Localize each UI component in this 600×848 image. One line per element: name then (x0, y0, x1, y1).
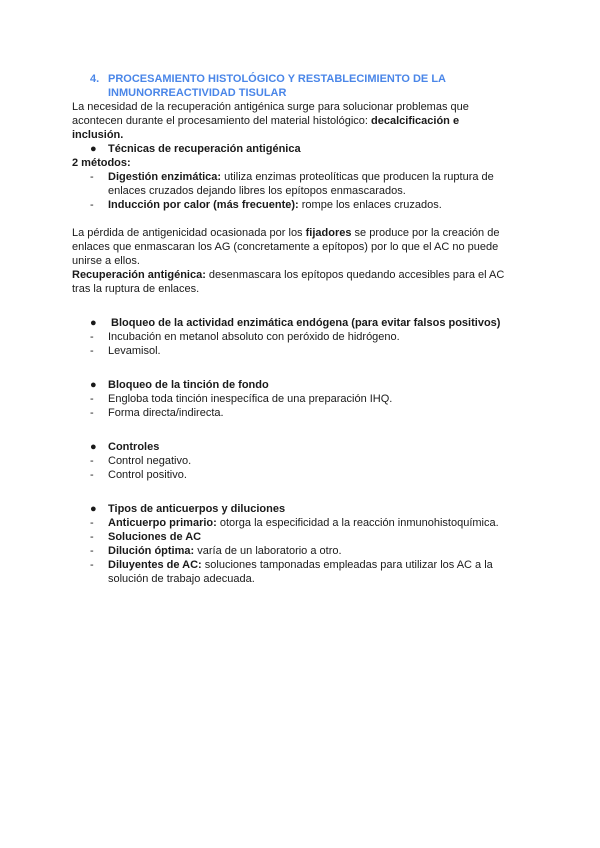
bullet-icon: ● (90, 441, 97, 453)
dash-marker: - (90, 517, 94, 529)
list-item: - Forma directa/indirecta. (72, 406, 512, 420)
bullet-title-text: Técnicas de recuperación antigénica (108, 143, 301, 155)
dash-marker: - (90, 407, 94, 419)
bullet-controles (90, 440, 512, 454)
list-item: - Engloba toda tinción inespecífica de una preparación IHQ. (72, 392, 512, 406)
section-heading (90, 72, 512, 100)
dash-marker: - (90, 199, 94, 211)
bullet-icon: ● (90, 503, 97, 515)
heading-number: 4. (90, 73, 100, 85)
list-item: - Levamisol. (72, 344, 512, 358)
dash-marker: - (90, 345, 94, 357)
list-item: - Soluciones de AC (72, 530, 512, 544)
bullet-icon: ● (90, 143, 97, 155)
bullet-bloqueo-enzimatica (90, 316, 512, 330)
list-item: - Anticuerpo primario: otorga la especificidad a la reacción inmunohistoquímica. (72, 516, 512, 530)
list-item: - Incubación en metanol absoluto con peróxido de hidrógeno. (72, 330, 512, 344)
bullet-tipos-anticuerpos (90, 502, 512, 516)
bullet-title-text: Tipos de anticuerpos y diluciones (108, 503, 286, 515)
list-item: - Dilución óptima: varía de un laboratorio a otro. (72, 544, 512, 558)
fijadores-paragraph: La pérdida de antigenicidad ocasionada por los fijadores se produce por la creación de enlaces que enmascaran los AG (concretamente a epítopos) por lo que el AC no puede unirse a ellos. (72, 227, 500, 267)
bullet-icon: ● (90, 317, 97, 329)
bullet-icon: ● (90, 379, 97, 391)
dash-marker: - (90, 393, 94, 405)
list-item: - Diluyentes de AC: soluciones tamponadas empleadas para utilizar los AC a la solución de trabajo adecuada. (72, 558, 512, 586)
dash-marker: - (90, 545, 94, 557)
bullet-title-text: Controles (108, 441, 160, 453)
list-item: - Control negativo. (72, 454, 512, 468)
dash-marker: - (90, 455, 94, 467)
bullet-bloqueo-fondo (90, 378, 512, 392)
bullet-title-text: Bloqueo de la tinción de fondo (108, 379, 269, 391)
list-item: - Digestión enzimática: utiliza enzimas proteolíticas que producen la ruptura de enlaces cruzados dejando libres los epítopos enmascarados. (72, 170, 512, 198)
dash-marker: - (90, 331, 94, 343)
dash-marker: - (90, 531, 94, 543)
methods-label: 2 métodos: (72, 157, 131, 169)
list-item: - Inducción por calor (más frecuente): rompe los enlaces cruzados. (72, 198, 512, 212)
dash-marker: - (90, 559, 94, 571)
intro-paragraph: La necesidad de la recuperación antigénica surge para solucionar problemas que acontecen durante el procesamiento del material histológico: decalcificación e inclusión. (72, 101, 469, 141)
dash-marker: - (90, 469, 94, 481)
bullet-title-text: Bloqueo de la actividad enzimática endógena (para evitar falsos positivos) (108, 317, 501, 329)
recuperacion-paragraph: Recuperación antigénica: desenmascara los epítopos quedando accesibles para el AC tras la ruptura de enlaces. (72, 269, 505, 295)
dash-marker: - (90, 171, 94, 183)
heading-title: PROCESAMIENTO HISTOLÓGICO Y RESTABLECIMIENTO DE LA INMUNORREACTIVIDAD TISULAR (108, 73, 446, 99)
list-item: - Control positivo. (72, 468, 512, 482)
bullet-tecnicas (90, 142, 512, 156)
